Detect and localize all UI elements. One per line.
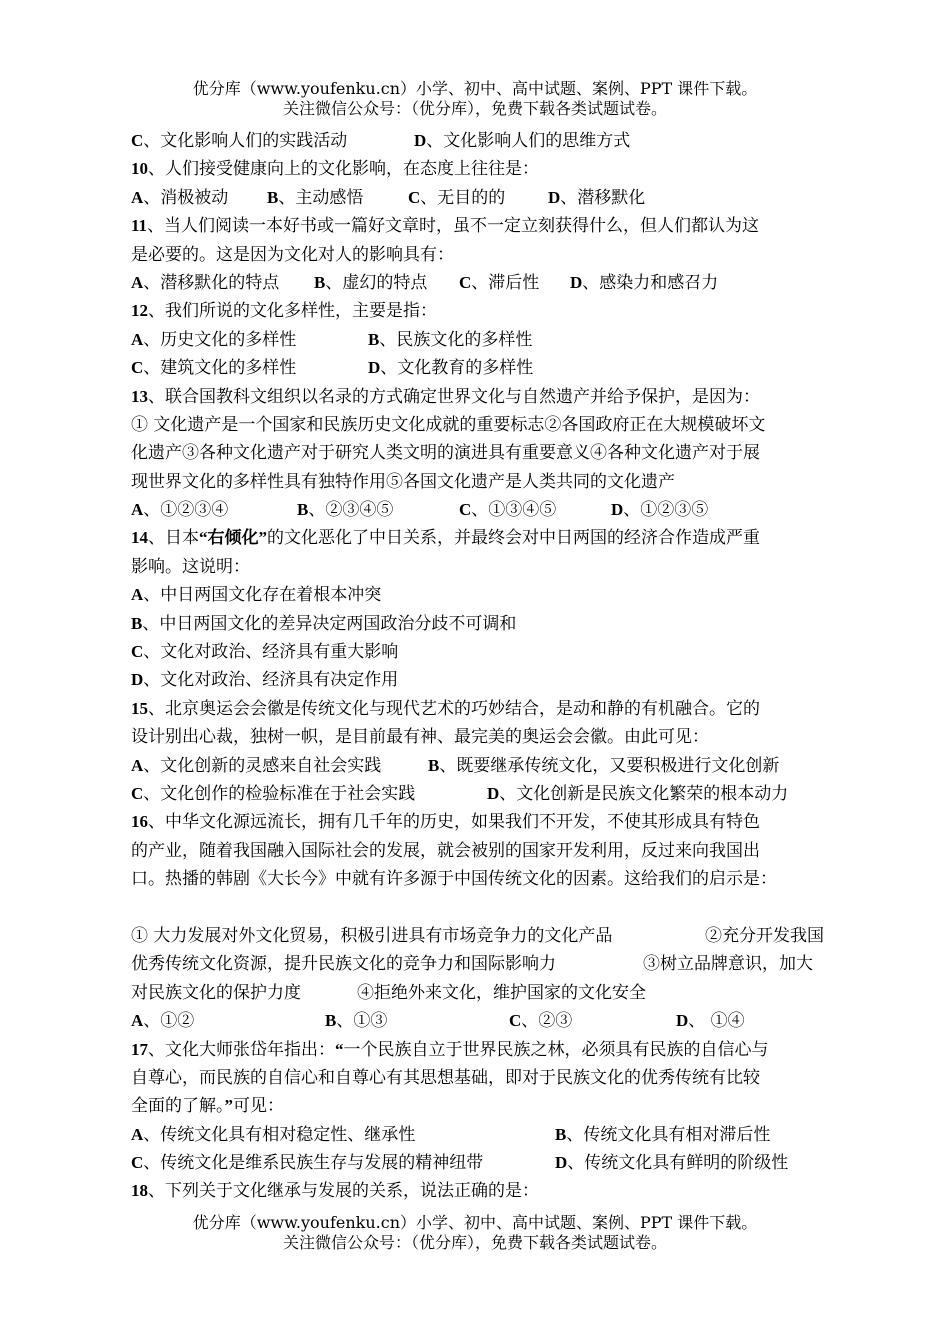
q15-option-d: D、文化创新是民族文化繁荣的根本动力 [487, 783, 789, 804]
q17-stem-line-3: 全面的了解。”可见： [131, 1096, 284, 1117]
q16-item-1: ① 大力发展对外文化贸易，积极引进具有市场竞争力的文化产品 [131, 925, 613, 946]
q10-option-d: D、潜移默化 [548, 187, 646, 208]
q16-option-b: B、①③ [325, 1011, 388, 1032]
header-line-1: 优分库（www.youfenku.cn）小学、初中、高中试题、案例、PPT 课件下载。 [192, 79, 758, 98]
q16-stem-line-1: 16、中华文化源远流长，拥有几千年的历史，如果我们不开发，不使其形成具有特色 [131, 812, 760, 833]
q16-stem-line-3: 口。热播的韩剧《大长今》中就有许多源于中国传统文化的因素。这给我们的启示是： [131, 869, 777, 890]
q11-stem-line-2: 是必要的。这是因为文化对人的影响具有： [131, 244, 454, 265]
q12-options-row-2 [131, 354, 851, 382]
q16-options [131, 1007, 851, 1035]
q11-option-d: D、感染力和感召力 [570, 272, 719, 293]
q9-options [131, 127, 851, 155]
q15-option-b: B、既要继承传统文化，又要积极进行文化创新 [428, 755, 780, 776]
q16-body-line-2 [131, 950, 851, 978]
blank-line [131, 894, 851, 922]
q12-option-d: D、文化教育的多样性 [368, 358, 534, 379]
q13-body-line-2: 化遗产③各种文化遗产对于研究人类文明的演进具有重要意义④各种文化遗产对于展 [131, 443, 760, 464]
q16-stem-line-2: 的产业，随着我国融入国际社会的发展，就会被别的国家开发利用，反过来向我国出 [131, 840, 760, 861]
q14-option-d: D、文化对政治、经济具有决定作用 [131, 670, 399, 691]
q13-option-d: D、①②③⑤ [611, 500, 709, 521]
q17-options-row-2 [131, 1149, 851, 1177]
q13-options [131, 496, 851, 524]
q17-option-c: C、传统文化是维系民族生存与发展的精神纽带 [131, 1153, 484, 1174]
footer-line-2: 关注微信公众号：（优分库），免费下载各类试题试卷。 [282, 1233, 667, 1252]
q15-stem-line-2: 设计别出心裁，独树一帜，是目前最有神、最完美的奥运会会徽。由此可见： [131, 727, 709, 748]
q17-options-row-1 [131, 1121, 851, 1149]
q16-item-3: ③树立品牌意识，加大 [643, 954, 813, 975]
q9-option-c: C、文化影响人们的实践活动 [131, 131, 348, 151]
q16-item-2-cont: 优秀传统文化资源，提升民族文化的竞争力和国际影响力 [131, 954, 556, 975]
q17-stem-line-2: 自尊心，而民族的自信心和自尊心有其思想基础，即对于民族文化的优秀传统有比较 [131, 1067, 760, 1088]
q14-option-c: C、文化对政治、经济具有重大影响 [131, 642, 399, 663]
q16-body-line-3 [131, 979, 851, 1007]
q15-options-row-1 [131, 752, 851, 780]
q17-option-d: D、传统文化具有鲜明的阶级性 [555, 1153, 789, 1174]
q16-item-2: ②充分开发我国 [705, 925, 824, 946]
page-footer [0, 1213, 950, 1253]
q14-stem-line-1: 14、日本“右倾化”的文化恶化了中日关系，并最终会对中日两国的经济合作造成严重 [131, 528, 760, 549]
q15-stem-line-1: 15、北京奥运会会徽是传统文化与现代艺术的巧妙结合，是动和静的有机融合。它的 [131, 698, 760, 719]
footer-line-1: 优分库（www.youfenku.cn）小学、初中、高中试题、案例、PPT 课件下载。 [192, 1213, 758, 1232]
q14-stem-line-2: 影响。这说明： [131, 556, 250, 577]
q11-option-c: C、滞后性 [459, 272, 540, 293]
q12-stem: 12、我们所说的文化多样性，主要是指： [131, 301, 437, 322]
q10-option-b: B、主动感悟 [267, 187, 364, 208]
q14-option-b: B、中日两国文化的差异决定两国政治分歧不可调和 [131, 613, 517, 634]
header-line-2: 关注微信公众号：（优分库），免费下载各类试题试卷。 [282, 99, 667, 118]
q17-option-b: B、传统文化具有相对滞后性 [555, 1124, 771, 1145]
q12-option-b: B、民族文化的多样性 [368, 329, 533, 350]
q15-option-a: A、文化创新的灵感来自社会实践 [131, 755, 382, 776]
q10-stem: 10、人们接受健康向上的文化影响，在态度上往往是： [131, 159, 539, 180]
q16-body-line-1 [131, 922, 851, 950]
q12-option-c: C、建筑文化的多样性 [131, 358, 297, 379]
q17-option-a: A、传统文化具有相对稳定性、继承性 [131, 1124, 416, 1145]
q13-option-c: C、①③④⑤ [459, 500, 557, 521]
q11-option-a: A、潜移默化的特点 [131, 272, 280, 293]
q15-option-c: C、文化创作的检验标准在于社会实践 [131, 783, 416, 804]
q18-stem: 18、下列关于文化继承与发展的关系，说法正确的是： [131, 1181, 539, 1202]
q13-option-b: B、②③④⑤ [297, 500, 394, 521]
q10-options [131, 184, 851, 212]
q11-stem-line-1: 11、当人们阅读一本好书或一篇好文章时，虽不一定立刻获得什么，但人们都认为这 [131, 216, 760, 237]
q10-option-a: A、消极被动 [131, 187, 229, 208]
q16-item-3-cont: 对民族文化的保护力度 [131, 982, 301, 1003]
q15-options-row-2 [131, 780, 851, 808]
q11-option-b: B、虚幻的特点 [314, 272, 428, 293]
q11-options [131, 269, 851, 297]
page-header [0, 79, 950, 119]
q9-option-d: D、文化影响人们的思维方式 [414, 131, 631, 151]
q13-option-a: A、①②③④ [131, 500, 229, 521]
q13-body-line-3: 现世界文化的多样性具有独特作用⑤各国文化遗产是人类共同的文化遗产 [131, 471, 675, 492]
q17-stem-line-1: 17、文化大师张岱年指出：“一个民族自立于世界民族之林，必须具有民族的自信心与 [131, 1039, 769, 1060]
q10-option-c: C、无目的的 [408, 187, 506, 208]
q12-option-a: A、历史文化的多样性 [131, 329, 297, 350]
q14-option-a: A、中日两国文化存在着根本冲突 [131, 585, 382, 606]
q13-stem: 13、联合国教科文组织以名录的方式确定世界文化与自然遗产并给予保护，是因为： [131, 386, 760, 407]
q16-option-c: C、②③ [509, 1011, 573, 1032]
q16-item-4: ④拒绝外来文化，维护国家的文化安全 [357, 982, 646, 1003]
exam-questions [131, 127, 851, 1206]
q13-body-line-1: ① 文化遗产是一个国家和民族历史文化成就的重要标志②各国政府正在大规模破坏文 [131, 414, 766, 435]
q16-option-a: A、①② [131, 1011, 195, 1032]
q16-option-d: D、 ①④ [676, 1011, 745, 1032]
q12-options-row-1 [131, 326, 851, 354]
